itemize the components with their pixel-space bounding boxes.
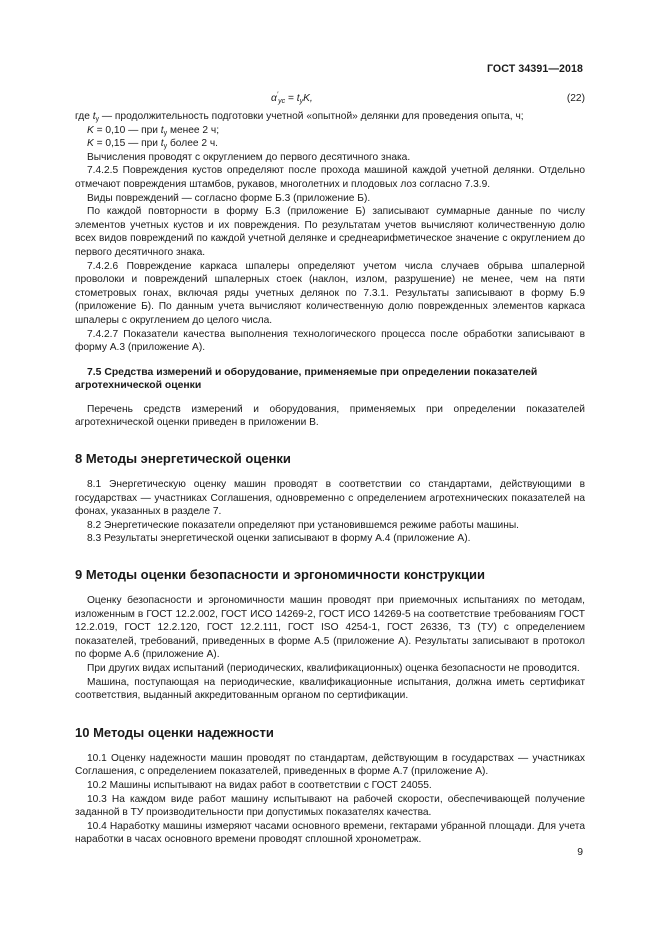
paragraph-repeat-data: По каждой повторности в форму Б.3 (приложение Б) записывают суммарные данные по числу элементов учетных кустов и их повреждения. По результатам учетов вычисляют количественную долю всех видов повреждений по каждой учетной делянке и среднеарифметическое значение с округлением до первого десятичного знака.: [75, 206, 585, 258]
paragraph-damage-types: Виды повреждений — согласно форме Б.3 (приложение Б).: [87, 192, 371, 204]
paragraph-7-4-2-7: 7.4.2.7 Показатели качества выполнения технологического процесса после обработки записывают в форму А.3 (приложение А).: [75, 328, 585, 354]
section-9-paragraph-1: Оценку безопасности и эргономичности машин проводят при приемочных испытаниях по методам, изложенным в ГОСТ 12.2.002, ГОСТ ИСО 14269-2, ГОСТ ИСО 14269-5 на соответствие требованиям ГОСТ 12.2.019, ГОСТ 12.2.120, ГОСТ 12.2.111, ГОСТ ISO 4254-1, ГОСТ 26336, ТЗ (ТУ) с определением показателей, требований, приведенных в форме А.5 (приложение А). Результаты записывают в протокол по форме А.6 (приложение А).: [75, 595, 585, 661]
section-8-3: 8.3 Результаты энергетической оценки записывают в форму А.4 (приложение А).: [87, 533, 471, 545]
section-9-paragraph-3: Машина, поступающая на периодические, квалификационные испытания, должна иметь сертификат соответствия, выданный аккредитованным органом по сертификации.: [75, 676, 585, 702]
section-8-title: 8 Методы энергетической оценки: [75, 451, 291, 467]
standard-header: ГОСТ 34391—2018: [486, 63, 583, 75]
k-line-2: K = 0,15 — при $t_у$ более 2 ч.: [87, 138, 218, 151]
section-7-5-title: 7.5 Средства измерений и оборудование, применяемые при определении показателей агротехнической оценки: [75, 366, 538, 392]
section-10-title: 10 Методы оценки надежности: [75, 724, 274, 740]
paragraph-7-4-2-5: 7.4.2.5 Повреждения кустов определяют после прохода машиной каждой учетной делянки. Отдельно отмечают повреждения штамбов, рукавов, многолетних и плодовых лоз согласно 7.3.9.: [75, 165, 585, 190]
section-10-2: 10.2 Машины испытывают на видах работ в соответствии с ГОСТ 24055.: [87, 779, 432, 791]
section-10-1: 10.1 Оценку надежности машин проводят по стандартам, действующим в государствах — участниках Соглашения, с определением показателей, приведенных в форме А.7 (приложение А).: [75, 752, 585, 778]
page-content: [75, 88, 585, 847]
section-8-1: 8.1 Энергетическую оценку машин проводят в соответствии со стандартами, действующими в государствах — участниках Соглашения, одновременно с определением агротехнических показателей на фонах, указанных в разделе 7.: [75, 479, 585, 518]
paragraph-7-4-2-6: 7.4.2.6 Повреждение каркаса шпалеры определяют учетом числа случаев обрыва шпалерной проволоки и повреждений шпалерных стоек (наклон, излом, разрушение) не менее, чем на пяти стометровых гонах, включая ряды учетных делянок по 7.3.1. Результаты записывают в форму Б.9 (приложение Б). По данным учета вычисляют количественную долю поврежденных элементов каркаса шпалеры с округлением до целого числа.: [75, 260, 585, 326]
page-number: 9: [577, 847, 583, 858]
paragraph-rounding: Вычисления проводят с округлением до первого десятичного знака.: [87, 151, 411, 163]
section-8-2: 8.2 Энергетические показатели определяют при установившемся режиме работы машины.: [87, 519, 520, 531]
k-line-1: K = 0,10 — при $t_у$ менее 2 ч;: [87, 124, 220, 137]
section-9-paragraph-2: При других видах испытаний (периодических, квалификационных) оценка безопасности не проводится.: [87, 663, 580, 674]
section-10-4: 10.4 Наработку машины измеряют часами основного времени, гектарами убранной площади. Для учета наработки в часах основного времени проводят сплошной хронометраж.: [75, 820, 585, 846]
section-9-title: 9 Методы оценки безопасности и эргономичности конструкции: [75, 567, 485, 583]
formula-expression: $\alpha'_{ус} = t_уK$,: [271, 91, 313, 105]
where-line: где $t_у$ — продолжительность подготовки учетной «опытной» делянки для проведения опыта, ч;: [75, 111, 524, 123]
section-7-5-text: Перечень средств измерений и оборудования, применяемых при определении показателей агротехнической оценки приведен в приложении В.: [75, 403, 585, 429]
formula-22: [75, 92, 585, 110]
section-10-3: 10.3 На каждом виде работ машину испытывают на рабочей скорости, обеспечивающей получение заданной в ТУ производительности при допустимых показателях качества.: [75, 793, 585, 819]
formula-number: (22): [566, 93, 585, 104]
